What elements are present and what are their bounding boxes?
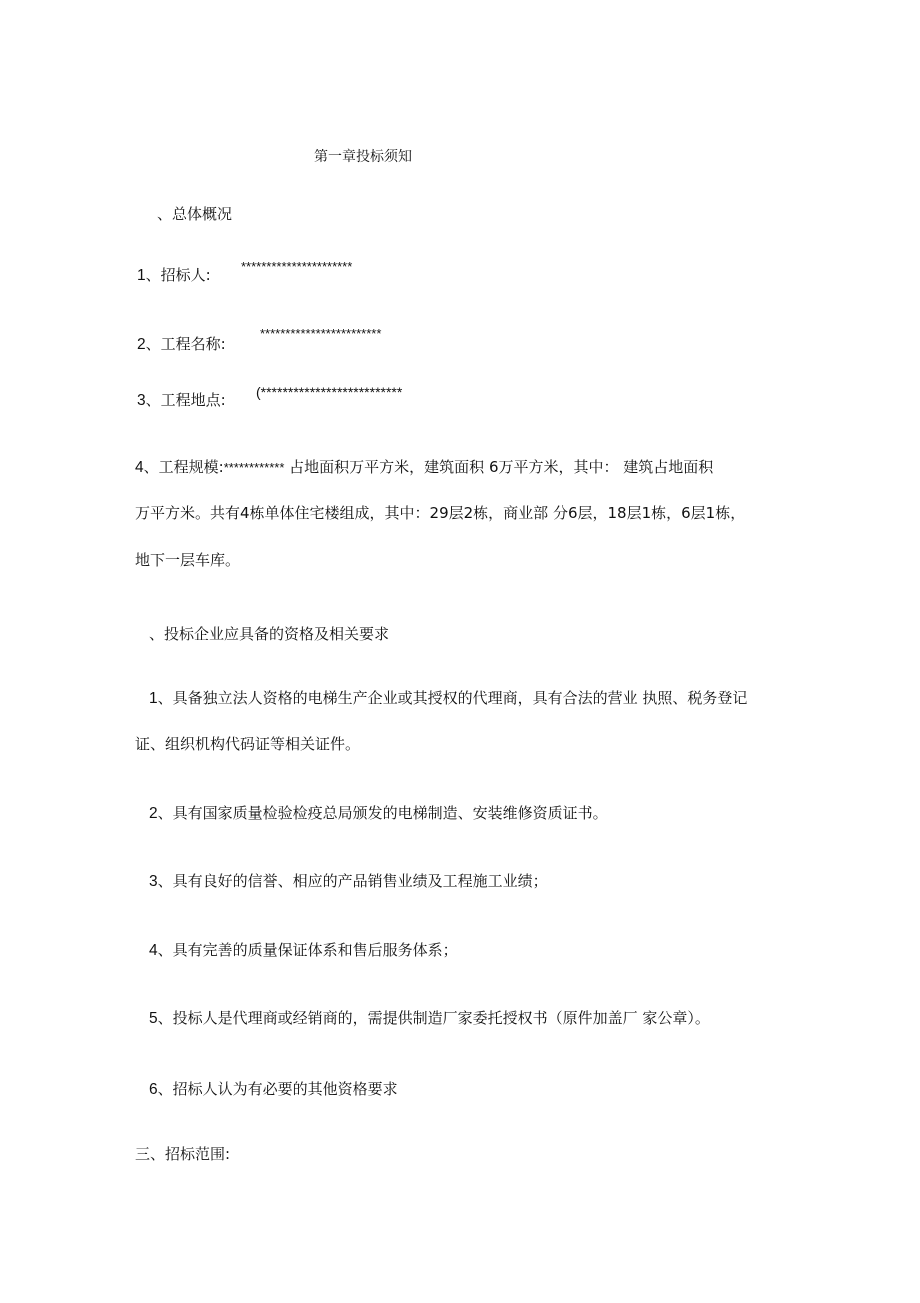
item-number: 3 xyxy=(149,873,158,890)
item-label: 、工程规模: xyxy=(143,458,224,476)
project-location-value-redacted: (************************** xyxy=(256,384,403,400)
project-scale-line-2: 万平方米。共有4栋单体住宅楼组成，其中：29层2栋，商业部 分6层，18层1栋，6层1栋， xyxy=(135,504,746,522)
project-scale-line-1 xyxy=(135,457,713,478)
section-heading-overview: 、总体概况 xyxy=(157,205,233,223)
item-label: 、招标人: xyxy=(145,266,211,284)
qualification-item-3 xyxy=(149,871,548,892)
item-text: 、投标人是代理商或经销商的，需提供制造厂家委托授权书（原件加盖厂 家公章）。 xyxy=(157,1009,710,1027)
qualification-item-6 xyxy=(149,1079,398,1100)
qualification-item-2 xyxy=(149,803,608,824)
item-text: 、具有良好的信誉、相应的产品销售业绩及工程施工业绩； xyxy=(157,872,548,890)
project-name-label xyxy=(137,334,226,355)
item-number: 3 xyxy=(137,392,146,409)
item-text: 、招标人认为有必要的其他资格要求 xyxy=(157,1080,398,1098)
qualification-item-4 xyxy=(149,940,458,961)
item-label: 、工程地点: xyxy=(145,391,226,409)
qualification-item-1 xyxy=(149,688,747,709)
item-number: 2 xyxy=(149,805,158,822)
item-text: 、具有完善的质量保证体系和售后服务体系； xyxy=(157,941,458,959)
qualification-item-1-cont: 证、组织机构代码证等相关证件。 xyxy=(135,735,361,753)
item-number: 5 xyxy=(149,1010,158,1027)
project-location-label xyxy=(137,390,226,411)
scale-text: 占地面积万平方米，建筑面积 6万平方米，其中： 建筑占地面积 xyxy=(284,458,714,476)
tenderer-value-redacted: ********************** xyxy=(241,259,353,274)
item-label: 、工程名称: xyxy=(145,335,226,353)
chapter-title: 第一章投标须知 xyxy=(314,149,412,165)
item-text: 、具有国家质量检验检疫总局颁发的电梯制造、安装维修资质证书。 xyxy=(157,804,608,822)
scale-redacted: ************ xyxy=(223,460,285,475)
project-name-value-redacted: ************************ xyxy=(260,326,382,341)
qualification-item-5 xyxy=(149,1008,710,1029)
section-heading-qualifications: 、投标企业应具备的资格及相关要求 xyxy=(149,625,390,643)
item-number: 4 xyxy=(135,459,144,476)
project-scale-line-3: 地下一层车库。 xyxy=(135,551,241,569)
item-number: 4 xyxy=(149,942,158,959)
item-number: 2 xyxy=(137,336,146,353)
section-heading-scope: 三、招标范围: xyxy=(135,1145,231,1163)
item-text: 、具备独立法人资格的电梯生产企业或其授权的代理商，具有合法的营业 执照、税务登记 xyxy=(157,689,748,707)
tenderer-label xyxy=(137,265,211,286)
item-number: 6 xyxy=(149,1081,158,1098)
item-number: 1 xyxy=(149,690,158,707)
item-number: 1 xyxy=(137,267,146,284)
